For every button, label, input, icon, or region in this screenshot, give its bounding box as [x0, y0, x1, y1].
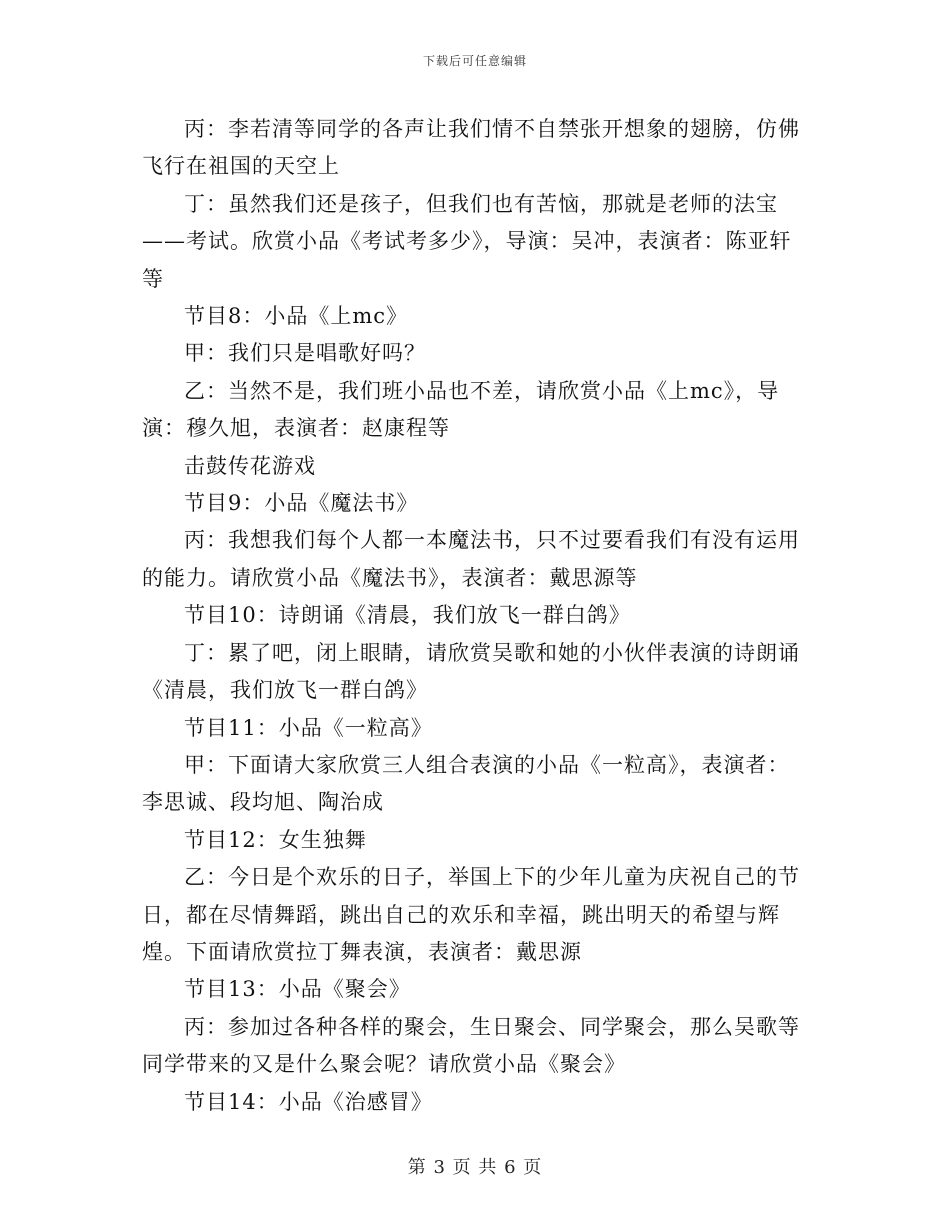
paragraph: 丁：累了吧，闭上眼睛，请欣赏吴歌和她的小伙伴表演的诗朗诵《清晨，我们放飞一群白鸽》 [142, 640, 800, 703]
program-item-heading: 节目11：小品《一粒高》 [184, 715, 433, 740]
program-item-heading: 节目14：小品《治感冒》 [184, 1089, 433, 1114]
paragraph: 甲：我们只是唱歌好吗？ [184, 341, 426, 366]
paragraph: 丙：参加过各种各样的聚会，生日聚会、同学聚会，那么吴歌等同学带来的又是什么聚会呢？请欣赏小品《聚会》 [142, 1014, 800, 1077]
page-label-suffix: 页 [523, 1157, 543, 1178]
paragraph: 乙：当然不是，我们班小品也不差，请欣赏小品《上mc》，导演：穆久旭，表演者：赵康程等 [142, 378, 780, 441]
program-item-heading: 节目13：小品《聚会》 [184, 977, 411, 1002]
page-label-prefix: 第 [407, 1157, 427, 1178]
program-item-heading: 节目9：小品《魔法书》 [184, 491, 419, 516]
paragraph: 丙：李若清等同学的各声让我们情不自禁张开想象的翅膀，仿佛飞行在祖国的天空上 [142, 117, 800, 179]
program-item-heading: 节目12：女生独舞 [184, 827, 367, 852]
page-header: 下载后可任意编辑 [422, 54, 527, 68]
paragraph: 甲：下面请大家欣赏三人组合表演的小品《一粒高》，表演者：李思诚、段均旭、陶治成 [142, 752, 790, 815]
paragraph: 丙：我想我们每个人都一本魔法书，只不过要看我们有没有运用的能力。请欣赏小品《魔法书》，表演者：戴思源等 [142, 528, 800, 590]
paragraph: 乙：今日是个欢乐的日子，举国上下的少年儿童为庆祝自己的节日，都在尽情舞蹈，跳出自己的欢乐和幸福，跳出明天的希望与辉煌。下面请欣赏拉丁舞表演，表演者：戴思源 [142, 865, 800, 964]
program-item-heading: 击鼓传花游戏 [184, 453, 316, 478]
program-item-heading: 节目8：小品《上mc》 [184, 304, 409, 329]
current-page-number: 3 [433, 1157, 446, 1178]
total-page-count: 6 [504, 1157, 517, 1178]
document-body [142, 111, 808, 1121]
program-item-heading: 节目10：诗朗诵《清晨，我们放飞一群白鸽》 [184, 603, 631, 628]
page-footer [0, 1153, 950, 1179]
paragraph: 丁：虽然我们还是孩子，但我们也有苦恼，那就是老师的法宝——考试。欣赏小品《考试考多少》，导演：吴冲，表演者：陈亚轩等 [142, 191, 792, 291]
page-label-middle: 页 共 [452, 1157, 498, 1178]
